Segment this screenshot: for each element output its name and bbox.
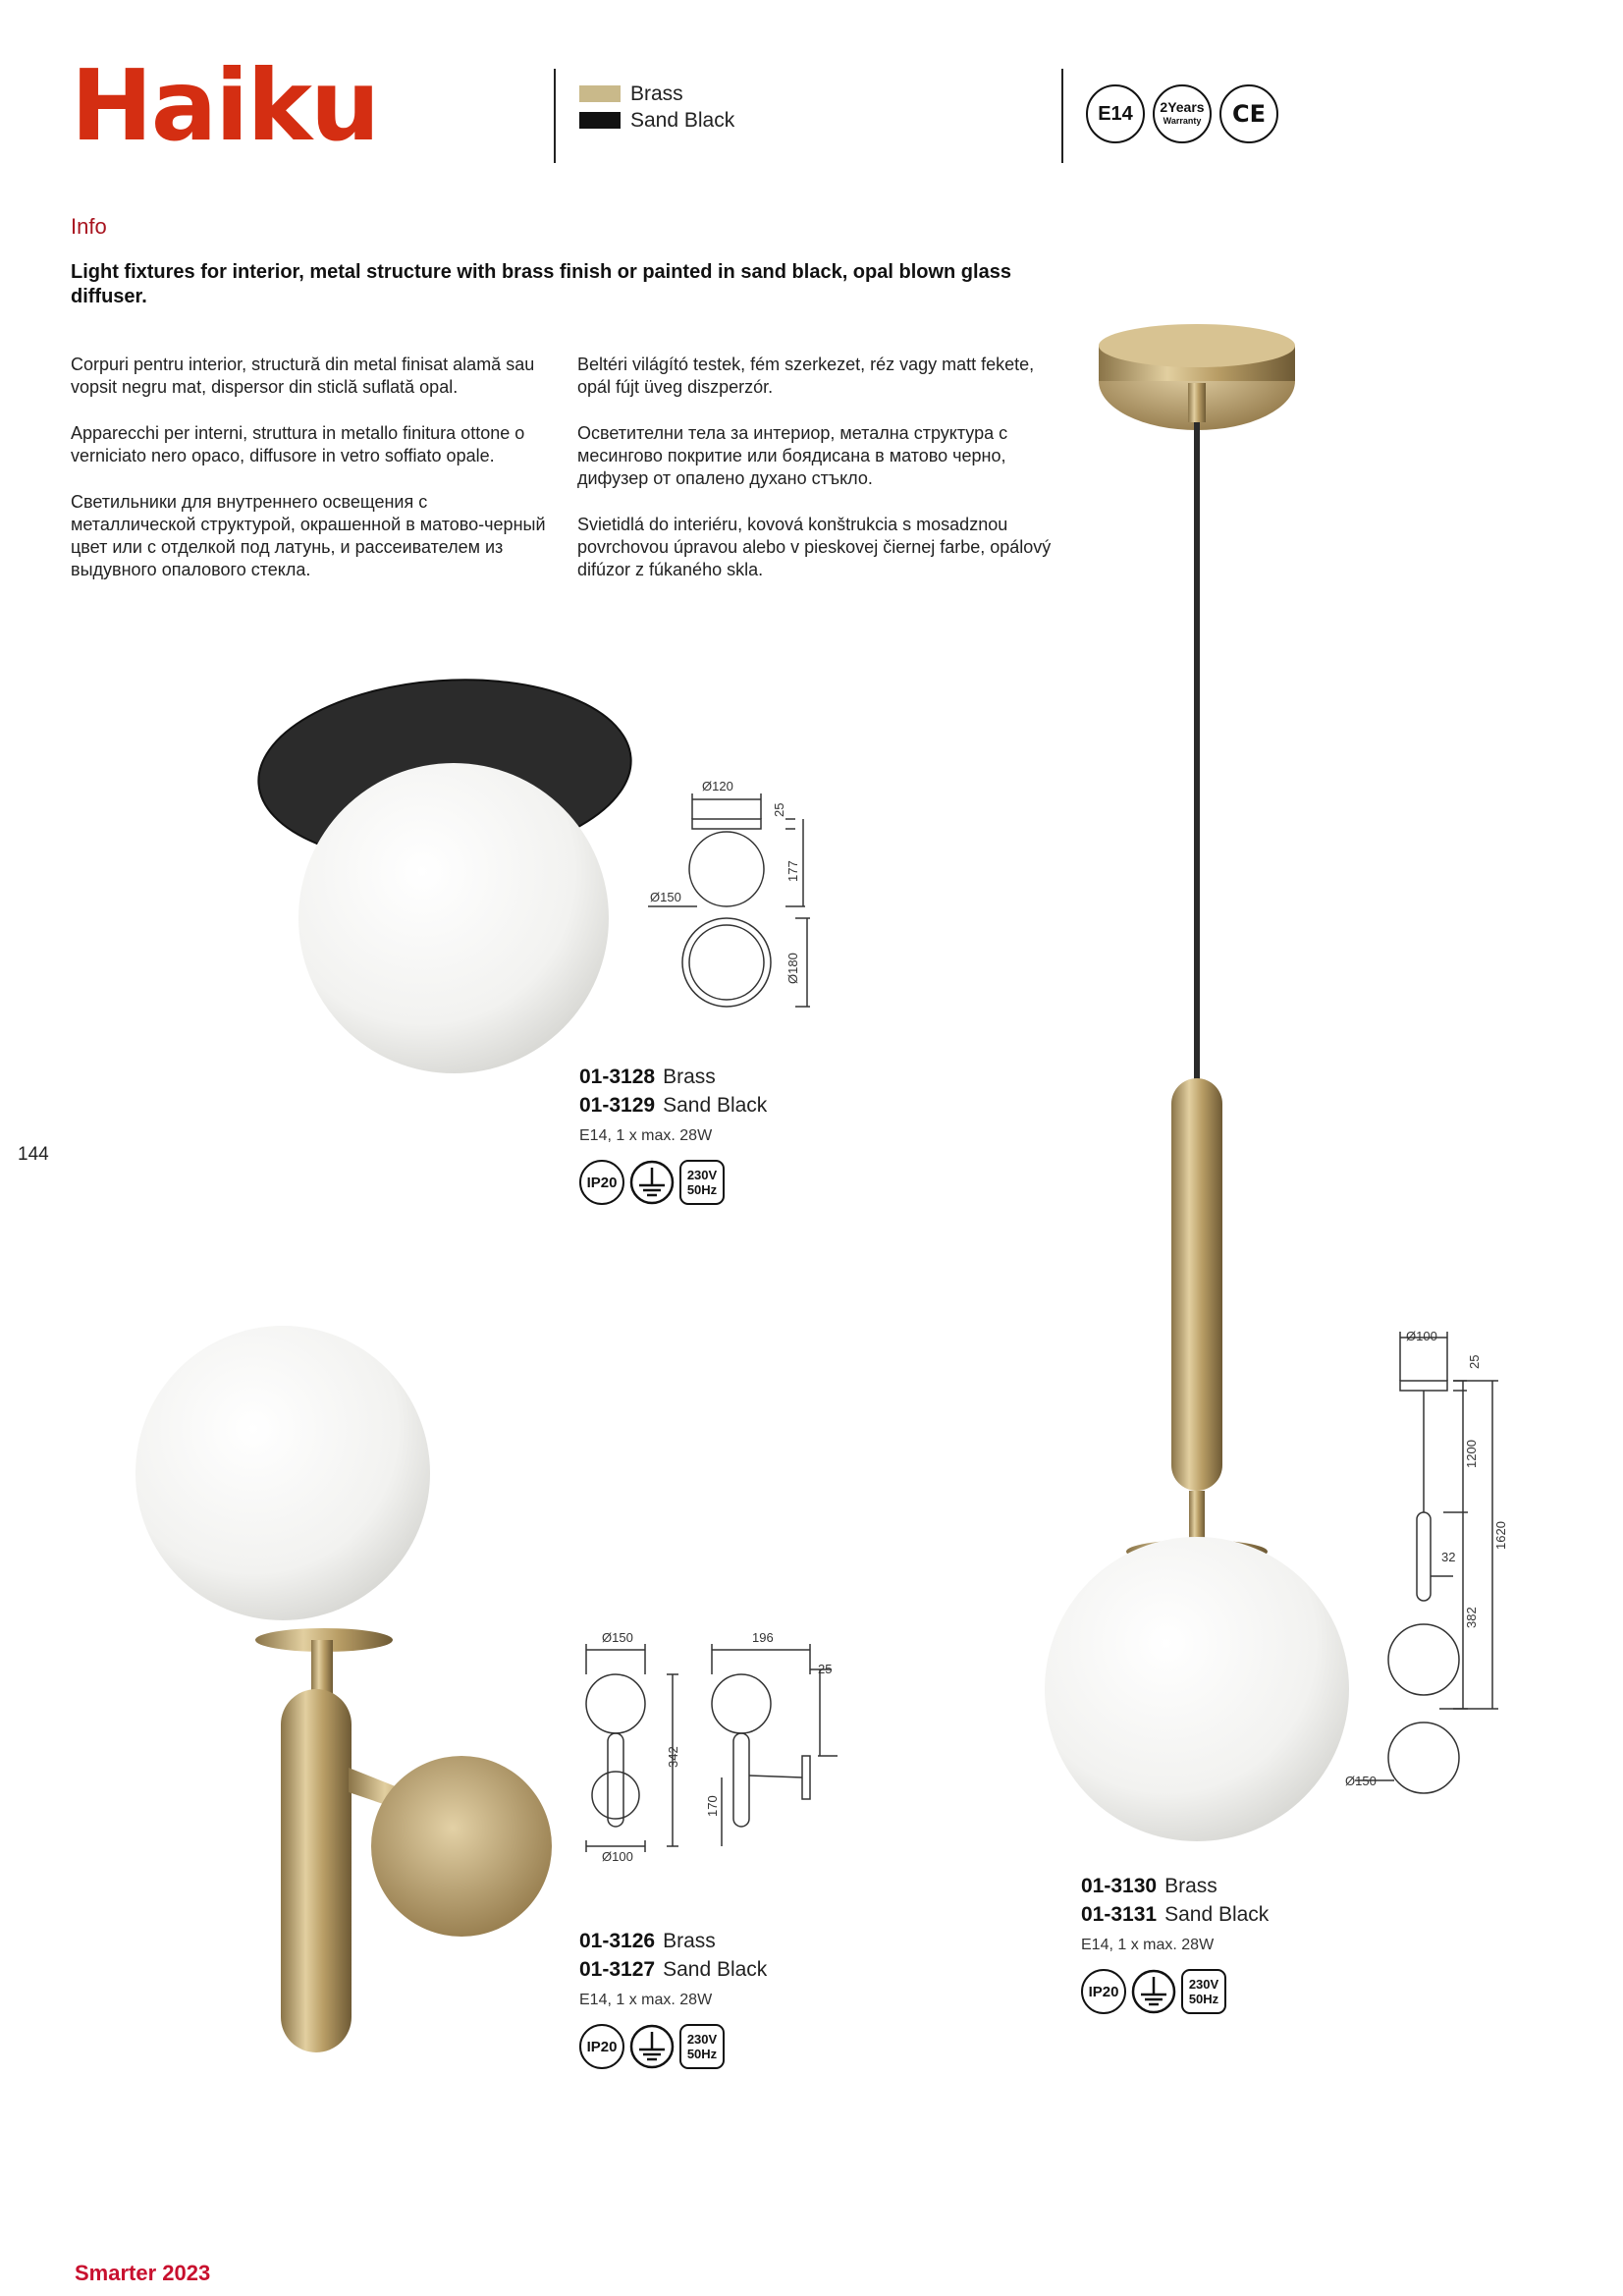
- finish-sand-black-label: Sand Black: [630, 108, 735, 132]
- voltage-badge: [679, 2024, 725, 2069]
- dim-wall-h-arm: 170: [705, 1795, 720, 1817]
- product-row: [579, 1927, 767, 1955]
- product-finish: Brass: [663, 1066, 716, 1088]
- dim-ceiling-h-base: 25: [772, 802, 786, 817]
- desc-ro: Corpuri pentru interior, structură din metal finisat alamă sau vopsit negru mat, dispersor din sticlă suflată opal.: [71, 355, 535, 397]
- product-finish: Sand Black: [1164, 1903, 1270, 1926]
- ground-icon: [1131, 1969, 1176, 2014]
- dim-wall-h-total: 342: [666, 1746, 680, 1768]
- pendant-lamp-image: [1045, 324, 1349, 1841]
- ip-rating-badge: IP20: [1081, 1969, 1126, 2014]
- pendant-dimension-drawing: [1345, 1326, 1522, 1797]
- dim-ceiling-d-top: Ø120: [702, 779, 733, 793]
- ip-rating-badge: IP20: [579, 2024, 624, 2069]
- voltage-label: 230V: [686, 1168, 718, 1182]
- finish-brass-label: Brass: [630, 82, 683, 105]
- ip-rating-badge: IP20: [579, 1160, 624, 1205]
- desc-ru: Светильники для внутреннего освещения с металлической структурой, окрашенной в матово-черный цвет или с отделкой под латунь, и рассеивателем из выдувного опалового стекла.: [71, 492, 546, 579]
- product-spec: E14, 1 x max. 28W: [1081, 1937, 1215, 1953]
- product-code: 01-3127: [579, 1958, 656, 1981]
- wall-lamp-image: [135, 1326, 552, 2052]
- desc-sk: Svietidlá do interiéru, kovová konštrukcia s mosadznou povrchovou úpravou alebo v pieskovej čiernej farbe, opálový difúzor z fúkaného skla.: [577, 515, 1052, 579]
- ce-badge: CE: [1219, 84, 1278, 143]
- dim-pendant-h-lamp: 382: [1464, 1607, 1479, 1628]
- brand-title: Haiku: [71, 48, 379, 163]
- product-finish: Sand Black: [663, 1094, 768, 1117]
- warranty-years: 2Years: [1160, 99, 1205, 115]
- dim-ceiling-d-globe: Ø150: [650, 890, 681, 904]
- ceiling-lamp-image: [252, 668, 637, 1073]
- product-code: 01-3126: [579, 1930, 656, 1952]
- wall-product-info: [579, 1927, 767, 2069]
- wall-dimension-drawing: [574, 1630, 839, 1876]
- frequency-label: 50Hz: [686, 1182, 718, 1197]
- voltage-badge: [1181, 1969, 1226, 2014]
- frequency-label: 50Hz: [686, 2047, 718, 2061]
- dim-pendant-h-canopy: 25: [1467, 1354, 1482, 1369]
- dim-pendant-d-tube: 32: [1441, 1550, 1456, 1564]
- product-finish: Brass: [1164, 1875, 1217, 1897]
- dim-wall-d-base: Ø100: [602, 1849, 633, 1864]
- ground-icon: [629, 2024, 675, 2069]
- product-code: 01-3129: [579, 1094, 656, 1117]
- page-number: 144: [18, 1144, 49, 1165]
- dim-ceiling-h-total: 177: [785, 860, 800, 882]
- desc-it: Apparecchi per interni, struttura in metallo finitura ottone o verniciato nero opaco, diffusore in vetro soffiato opale.: [71, 423, 525, 465]
- info-heading: Info: [71, 214, 107, 239]
- ceiling-product-info: [579, 1063, 767, 1205]
- dim-wall-d-globe: Ø150: [602, 1630, 633, 1645]
- spec-icons: [1081, 1969, 1269, 2014]
- voltage-label: 230V: [686, 2032, 718, 2047]
- voltage-badge: [679, 1160, 725, 1205]
- dim-wall-h-plate: 25: [818, 1662, 833, 1676]
- product-finish: Sand Black: [663, 1958, 768, 1981]
- footer-brand: Smarter 2023: [75, 2261, 211, 2285]
- product-code: 01-3131: [1081, 1903, 1158, 1926]
- info-lead: Light fixtures for interior, metal structure with brass finish or painted in sand black, opal blown glass diffuser.: [71, 261, 1011, 307]
- product-code: 01-3130: [1081, 1875, 1158, 1897]
- product-row: [579, 1063, 767, 1091]
- dim-pendant-total: 1620: [1493, 1521, 1508, 1550]
- product-row: [579, 1955, 767, 1984]
- voltage-label: 230V: [1188, 1977, 1219, 1992]
- product-finish: Brass: [663, 1930, 716, 1952]
- desc-hu: Beltéri világító testek, fém szerkezet, réz vagy matt fekete, opál fújt üveg diszperzór.: [577, 355, 1035, 397]
- product-row: [579, 1091, 767, 1120]
- dim-pendant-d-globe: Ø150: [1345, 1774, 1377, 1788]
- ground-icon: [629, 1160, 675, 1205]
- dim-pendant-cable: 1200: [1464, 1440, 1479, 1468]
- desc-bg: Осветителни тела за интериор, метална структура с месингово покритие или боядисана в матово черно, дифузер от опалено духано стъкло.: [577, 423, 1008, 488]
- product-spec: E14, 1 x max. 28W: [579, 1992, 713, 2008]
- frequency-label: 50Hz: [1188, 1992, 1219, 2006]
- warranty-label: Warranty: [1163, 116, 1202, 126]
- product-row: [1081, 1872, 1269, 1900]
- dim-wall-depth: 196: [752, 1630, 774, 1645]
- dim-ceiling-d-plate: Ø180: [785, 953, 800, 984]
- product-spec: E14, 1 x max. 28W: [579, 1127, 713, 1144]
- spec-icons: [579, 2024, 767, 2069]
- spec-icons: [579, 1160, 767, 1205]
- product-code: 01-3128: [579, 1066, 656, 1088]
- dim-pendant-d-canopy: Ø100: [1406, 1329, 1437, 1343]
- pendant-product-info: [1081, 1872, 1269, 2014]
- e14-badge: E14: [1086, 84, 1145, 143]
- product-row: [1081, 1900, 1269, 1929]
